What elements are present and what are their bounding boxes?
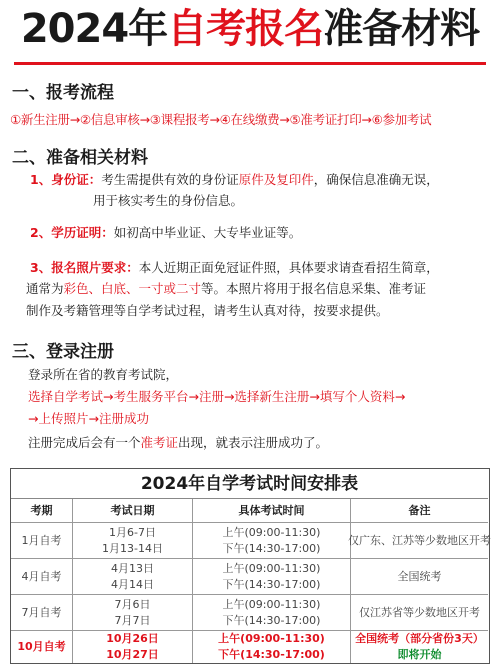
process-flow: ①新生注册→②信息审核→③课程报考→④在线缴费→⑤准考证打印→⑥参加考试 [10, 112, 432, 127]
id-card-line2: 用于核实考生的身份信息。 [93, 193, 244, 208]
cell-time [193, 559, 351, 594]
date-text: 4月13日 [111, 561, 154, 575]
id-card-text: 考生需提供有效的身份证 [101, 172, 239, 187]
id-card-text2: ，确保信息准确无误， [313, 172, 439, 187]
table-row [11, 559, 488, 595]
table-header-row [11, 499, 488, 523]
register-highlight: 准考证 [140, 435, 179, 450]
table-row [11, 595, 488, 631]
note-text: 仅广东、江苏等少数地区开考 [348, 533, 491, 547]
table-title: 2024年自学考试时间安排表 [11, 469, 488, 499]
photo-line2 [26, 278, 426, 299]
title-highlight: 自考报名 [167, 6, 324, 52]
cell-note [351, 595, 488, 630]
date-text: 1月13-14日 [102, 541, 163, 555]
time-text: 上午(09:00-11:30) [222, 597, 321, 611]
title-bar [0, 0, 500, 64]
date-text: 10月27日 [106, 648, 159, 661]
term-text: 1月自考 [21, 533, 62, 547]
section-heading-process: 一、报考流程 [12, 83, 114, 103]
register-line4 [28, 432, 328, 453]
edu-proof-text: 如初高中毕业证、大专毕业证等。 [113, 225, 302, 240]
photo-line1 [30, 257, 439, 278]
title-tail: 准备材料 [323, 6, 480, 52]
section-heading-register: 三、登录注册 [12, 342, 114, 362]
cell-term [11, 523, 73, 558]
cell-note [351, 559, 488, 594]
id-card-line1 [30, 169, 439, 190]
table-row-highlight [11, 631, 488, 663]
header-time: 具体考试时间 [193, 499, 351, 522]
header-date: 考试日期 [73, 499, 193, 522]
photo-highlight: 彩色、白底、一寸或二寸 [63, 281, 202, 296]
register-steps-line2: →上传照片→注册成功 [28, 411, 149, 426]
section-heading-materials: 二、准备相关材料 [12, 148, 148, 168]
table-row [11, 523, 491, 559]
register-line1: 登录所在省的教育考试院， [28, 367, 179, 382]
cell-time [193, 595, 351, 630]
exam-schedule-table [10, 468, 490, 664]
register-text4a: 注册完成后会有一个 [28, 435, 141, 450]
note-text: 全国统考 [397, 569, 442, 583]
cell-date [73, 631, 193, 663]
time-text: 下午(14:30-17:00) [222, 613, 321, 627]
cell-note [348, 523, 491, 558]
photo-label: 3、报名照片要求： [30, 260, 139, 275]
photo-text2b: 等。本照片将用于报名信息采集、准考证 [201, 281, 427, 296]
cell-date [73, 559, 193, 594]
register-text4b: 出现，就表示注册成功了。 [178, 435, 329, 450]
id-card-highlight: 原件及复印件 [238, 172, 314, 187]
cell-time [193, 523, 351, 558]
register-steps-line1: 选择自学考试→考生服务平台→注册→选择新生注册→填写个人资料→ [28, 389, 406, 404]
date-text: 7月6日 [114, 597, 151, 611]
cell-term [11, 595, 73, 630]
coming-soon-text: 即将开始 [397, 648, 442, 661]
photo-text2a: 通常为 [26, 281, 64, 296]
time-text: 下午(14:30-17:00) [218, 648, 325, 661]
cell-term [11, 631, 73, 663]
edu-proof-line [30, 222, 301, 243]
date-text: 4月14日 [111, 577, 154, 591]
cell-date [73, 595, 193, 630]
term-text: 10月自考 [17, 640, 66, 653]
term-text: 4月自考 [21, 569, 62, 583]
time-text: 上午(09:00-11:30) [218, 632, 325, 645]
cell-date [73, 523, 193, 558]
cell-term [11, 559, 73, 594]
time-text: 上午(09:00-11:30) [222, 525, 321, 539]
photo-text: 本人近期正面免冠证件照，具体要求请查看招生简章， [138, 260, 439, 275]
note-text: 仅江苏省等少数地区开考 [359, 605, 480, 619]
title-underline [14, 62, 486, 65]
header-term: 考期 [11, 499, 73, 522]
time-text: 下午(14:30-17:00) [222, 577, 321, 591]
time-text: 下午(14:30-17:00) [222, 541, 321, 555]
note-text: 全国统考（部分省份3天） [355, 632, 484, 645]
header-note: 备注 [408, 503, 431, 517]
time-text: 上午(09:00-11:30) [222, 561, 321, 575]
photo-line3: 制作及考籍管理等自学考试过程，请考生认真对待，按要求提供。 [26, 303, 389, 318]
cell-note [351, 631, 488, 663]
term-text: 7月自考 [21, 605, 62, 619]
date-text: 10月26日 [106, 632, 159, 645]
page-title [0, 4, 500, 54]
date-text: 7月7日 [114, 613, 151, 627]
date-text: 1月6-7日 [109, 525, 156, 539]
edu-proof-label: 2、学历证明： [30, 225, 114, 240]
id-card-label: 1、身份证： [30, 172, 102, 187]
title-year: 2024年 [20, 6, 168, 52]
cell-time [193, 631, 351, 663]
